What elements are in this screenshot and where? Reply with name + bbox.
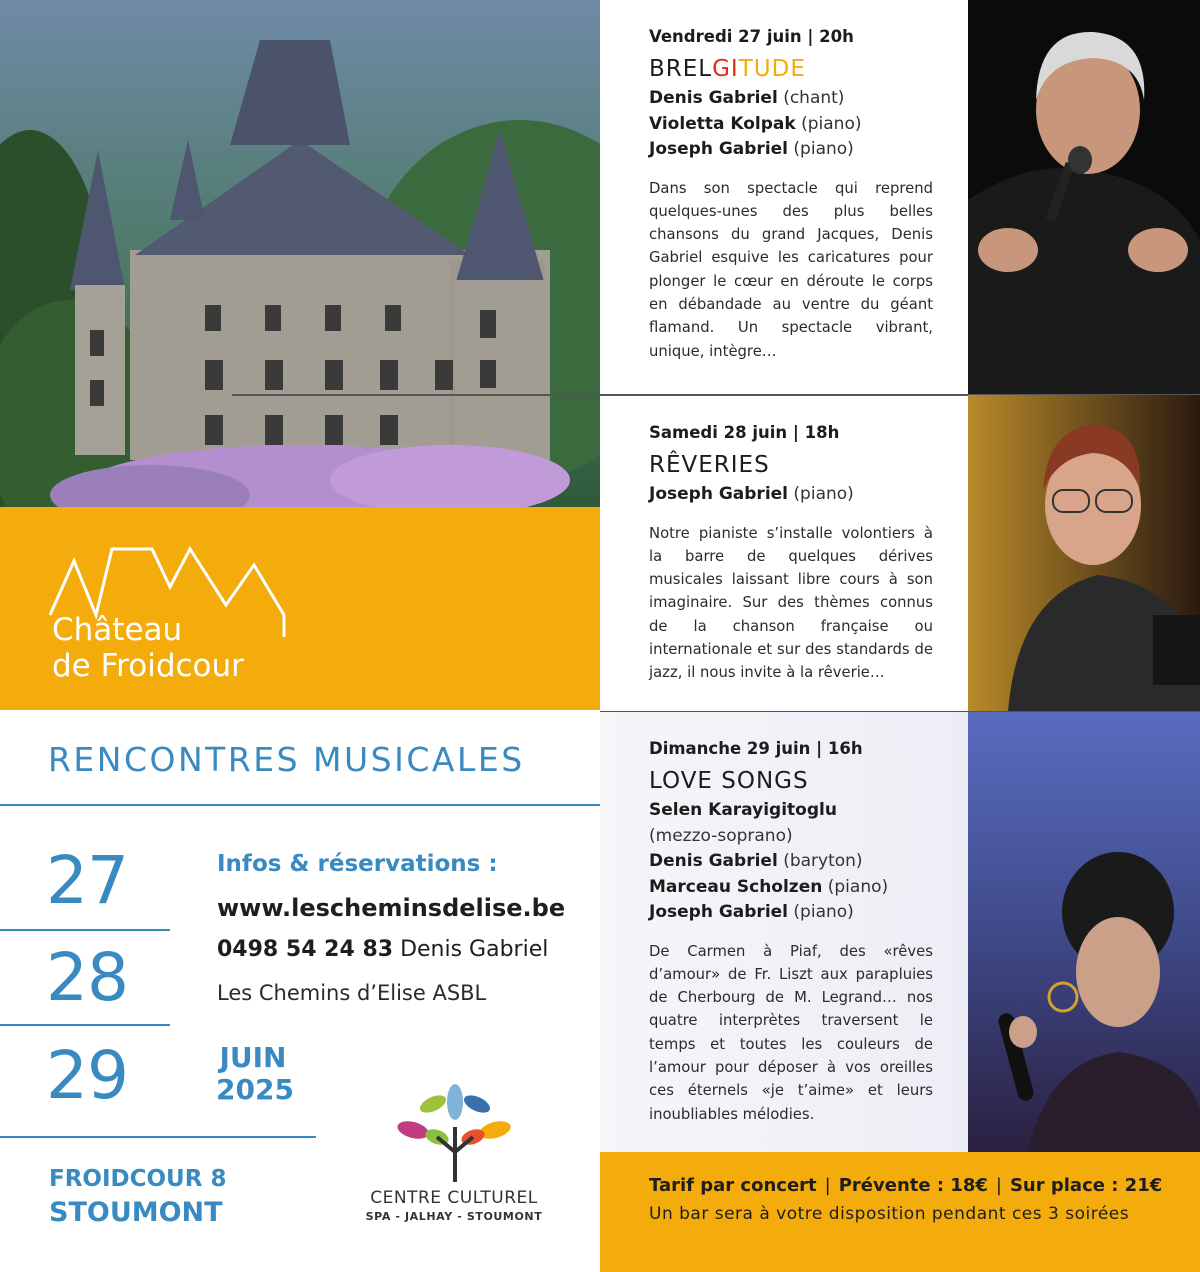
concert-card (600, 395, 1200, 711)
artist-name: Denis Gabriel (649, 851, 778, 871)
artist-item (649, 849, 933, 875)
concert-date: Vendredi 27 juin | 20h (649, 27, 854, 46)
singer-photo (968, 0, 1200, 394)
artist-item (649, 112, 933, 138)
day-29: 29 (46, 1037, 128, 1114)
brand-name-line1: Château (52, 612, 183, 648)
artist-item (649, 482, 933, 508)
address (49, 1162, 226, 1230)
infos-title: Infos & réservations : (217, 851, 498, 877)
year: 2025 (216, 1073, 294, 1106)
artist-name: Selen Karayigitoglu (649, 800, 837, 820)
separator: | (824, 1175, 831, 1196)
artist-role: (piano) (793, 139, 854, 159)
brand-name (52, 612, 244, 684)
concert-description: Notre pianiste s’installe volontiers à la barre de quelques dérives musicales laissant libre cours à son imaginaire. Sur des thèmes connus de la chanson française ou internationale et sur des standards de jazz, il nous invite à la rêverie… (649, 524, 933, 682)
castle-photo (0, 0, 600, 507)
artist-item (649, 875, 933, 901)
artist-role: (piano) (827, 876, 889, 897)
concert-title: RÊVERIES (649, 452, 770, 478)
artist-name: Denis Gabriel (649, 88, 778, 108)
artist-role: (piano) (793, 902, 854, 922)
tarif-surplace: Sur place : 21€ (1009, 1175, 1163, 1196)
tarif-line (649, 1175, 1162, 1196)
website-link[interactable]: www.lescheminsdelise.be (217, 894, 566, 922)
phone-line (217, 937, 548, 962)
organization: Les Chemins d’Elise ASBL (217, 981, 487, 1005)
concert-description: De Carmen à Piaf, des «rêves d’amour» de Fr. Liszt aux parapluies de Cherbourg de M. Legrand… nos quatre interprètes traversent le temps et toutes les couleurs de l’amour pour déposer à vos oreilles ces éternels «je t’aime» et leurs inoubliables mélodies. (649, 942, 933, 1123)
tarif-prevente: Prévente : 18€ (838, 1175, 988, 1196)
artist-name: Joseph Gabriel (649, 902, 789, 922)
artist-name: Joseph Gabriel (649, 139, 789, 159)
artist-name: Marceau Scholzen (649, 876, 823, 897)
concert-date: Dimanche 29 juin | 16h (649, 739, 863, 758)
concert-card (600, 712, 1200, 1152)
pianist-photo (968, 395, 1200, 711)
title-part-red: GI (712, 56, 739, 82)
day-28: 28 (46, 939, 128, 1016)
artist-list (649, 86, 933, 163)
artist-role: (baryton) (783, 851, 863, 871)
artist-list (649, 482, 933, 508)
artist-list (649, 798, 933, 926)
month: JUIN (219, 1041, 287, 1074)
tarif-band (600, 1152, 1200, 1272)
separator: | (995, 1175, 1002, 1196)
day-27: 27 (46, 842, 128, 919)
artist-item (649, 86, 933, 112)
event-heading: RENCONTRES MUSICALES (48, 740, 525, 779)
concert-text (649, 423, 933, 685)
concert-card (600, 0, 1200, 394)
artist-item (649, 824, 933, 850)
artist-role: (mezzo-soprano) (649, 825, 793, 846)
artist-role: (piano) (801, 113, 862, 134)
address-line1: FROIDCOUR 8 (49, 1166, 227, 1192)
artist-item (649, 900, 933, 926)
tarif-note: Un bar sera à votre disposition pendant ces 3 soirées (649, 1204, 1130, 1224)
singer-photo (968, 712, 1200, 1152)
artist-item (649, 137, 933, 163)
divider (0, 1024, 170, 1026)
artist-name: Violetta Kolpak (649, 113, 796, 134)
tarif-label: Tarif par concert (649, 1175, 817, 1196)
title-part-yellow: TUDE (738, 56, 806, 82)
partner-name: CENTRE CULTUREL (370, 1188, 538, 1208)
concert-text (649, 739, 933, 1126)
concert-title: LOVE SONGS (649, 768, 809, 794)
tree-logo-icon (395, 1082, 515, 1187)
artist-item (649, 798, 933, 824)
phone-number[interactable]: 0498 54 24 83 (217, 937, 394, 962)
concerts-panel (600, 0, 1200, 1272)
artist-role: (chant) (783, 88, 845, 108)
divider (0, 1136, 316, 1138)
month-year (216, 1041, 294, 1106)
concert-text (649, 27, 933, 363)
address-line2: STOUMONT (49, 1197, 223, 1228)
partner-subtitle: SPA - JALHAY - STOUMONT (365, 1210, 543, 1223)
title-part: BREL (649, 56, 713, 82)
artist-role: (piano) (793, 484, 854, 504)
concert-date: Samedi 28 juin | 18h (649, 423, 840, 442)
artist-name: Joseph Gabriel (649, 484, 789, 504)
divider (0, 804, 600, 806)
phone-contact-name: Denis Gabriel (400, 937, 549, 962)
divider (0, 929, 170, 931)
brand-name-line2: de Froidcour (52, 648, 244, 684)
concert-description: Dans son spectacle qui reprend quelques-unes des plus belles chansons du grand Jacques, Denis Gabriel esquive les caricatures pour plonger le cœur en déroute le corps en débandade au ventre du géant flamand. Un spectacle vibrant, unique, intègre… (649, 179, 933, 360)
concert-title (649, 56, 933, 82)
